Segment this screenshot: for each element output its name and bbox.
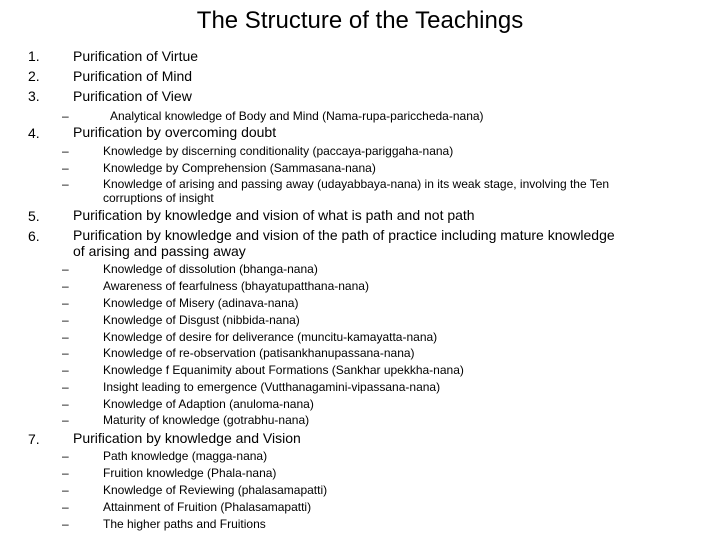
sub-item: Path knowledge (magga-nana) <box>103 449 268 463</box>
bullet-dash: – <box>62 466 69 480</box>
sub-item: Knowledge of desire for deliverance (muncitu-kamayatta-nana) <box>103 330 438 344</box>
sub-item: Knowledge by discerning conditionality (paccaya-pariggaha-nana) <box>103 144 454 158</box>
bullet-dash: – <box>62 346 69 360</box>
item-text-3: Purification of View <box>73 88 192 104</box>
item-text-6: Purification by knowledge and vision of the path of practice including mature knowledge <box>73 227 615 243</box>
item-number-3: 3. <box>28 88 40 104</box>
sub-item: Knowledge of Disgust (nibbida-nana) <box>103 313 300 327</box>
sub-item: Knowledge of dissolution (bhanga-nana) <box>103 262 318 276</box>
sub-item: Knowledge of Misery (adinava-nana) <box>103 296 299 310</box>
bullet-dash: – <box>62 397 69 411</box>
item-text-2: Purification of Mind <box>73 68 193 84</box>
sub-item: Analytical knowledge of Body and Mind (Nama-rupa-pariccheda-nana) <box>110 109 484 123</box>
item-text-7: Purification by knowledge and Vision <box>73 430 301 446</box>
sub-item: Awareness of fearfulness (bhayatupatthana-nana) <box>103 279 369 293</box>
sub-item: Knowledge by Comprehension (Sammasana-nana) <box>103 161 376 175</box>
bullet-dash: – <box>62 262 69 276</box>
bullet-dash: – <box>62 144 69 158</box>
bullet-dash: – <box>62 363 69 377</box>
sub-item: Attainment of Fruition (Phalasamapatti) <box>103 500 312 514</box>
item-text-4: Purification by overcoming doubt <box>73 124 277 140</box>
bullet-dash: – <box>62 413 69 427</box>
sub-item: Maturity of knowledge (gotrabhu-nana) <box>103 413 310 427</box>
sub-item: Knowledge of re-observation (patisankhanupassana-nana) <box>103 346 415 360</box>
bullet-dash: – <box>62 296 69 310</box>
item-text-6-continuation: of arising and passing away <box>73 243 246 259</box>
bullet-dash: – <box>62 109 69 123</box>
item-number-4: 4. <box>28 125 40 141</box>
sub-item-continuation: corruptions of insight <box>103 191 214 205</box>
bullet-dash: – <box>62 313 69 327</box>
sub-item: Fruition knowledge (Phala-nana) <box>103 466 277 480</box>
item-number-5: 5. <box>28 208 40 224</box>
bullet-dash: – <box>62 500 69 514</box>
bullet-dash: – <box>62 330 69 344</box>
item-text-5: Purification by knowledge and vision of what is path and not path <box>73 207 475 223</box>
bullet-dash: – <box>62 161 69 175</box>
sub-item: Insight leading to emergence (Vutthanagamini-vipassana-nana) <box>103 380 441 394</box>
bullet-dash: – <box>62 517 69 531</box>
bullet-dash: – <box>62 279 69 293</box>
sub-item: Knowledge of Adaption (anuloma-nana) <box>103 397 314 411</box>
sub-item: Knowledge of arising and passing away (udayabbaya-nana) in its weak stage, involving the Ten <box>103 177 610 191</box>
sub-item: Knowledge f Equanimity about Formations (Sankhar upekkha-nana) <box>103 363 464 377</box>
bullet-dash: – <box>62 483 69 497</box>
item-number-1: 1. <box>28 48 40 64</box>
item-number-6: 6. <box>28 228 40 244</box>
sub-item: The higher paths and Fruitions <box>103 517 266 531</box>
sub-item: Knowledge of Reviewing (phalasamapatti) <box>103 483 328 497</box>
bullet-dash: – <box>62 380 69 394</box>
item-number-7: 7. <box>28 431 40 447</box>
slide-title: The Structure of the Teachings <box>196 7 524 34</box>
bullet-dash: – <box>62 177 69 191</box>
item-text-1: Purification of Virtue <box>73 48 199 64</box>
item-number-2: 2. <box>28 68 40 84</box>
bullet-dash: – <box>62 449 69 463</box>
